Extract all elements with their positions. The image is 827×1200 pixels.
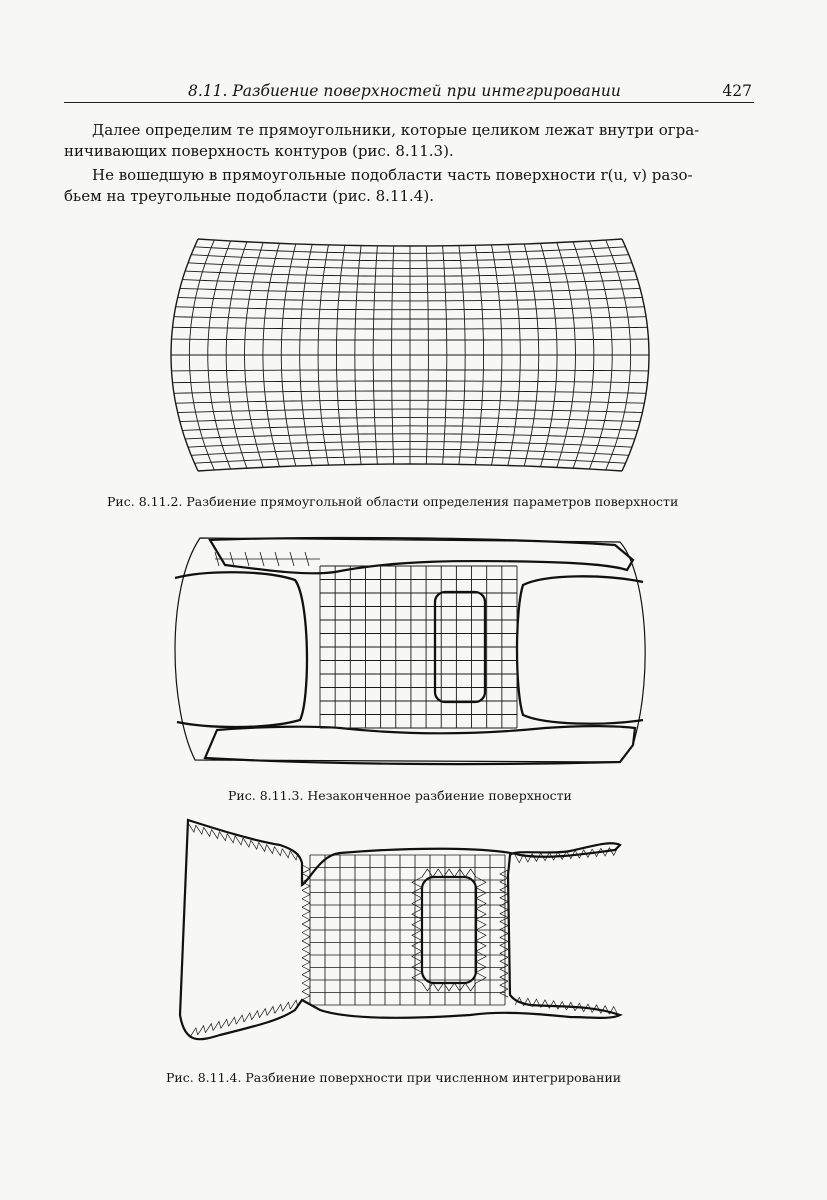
- triangle-element: [500, 926, 508, 934]
- triangle-element: [500, 918, 508, 926]
- triangle-element: [465, 869, 476, 877]
- triangle-element: [412, 919, 422, 930]
- triangle-element: [190, 1028, 198, 1037]
- triangle-element: [196, 825, 204, 834]
- triangle-element: [302, 975, 310, 983]
- triangle-element: [433, 983, 444, 991]
- triangle-element: [412, 877, 422, 888]
- triangle-element: [500, 934, 508, 942]
- triangle-element: [412, 951, 422, 962]
- paragraph-2: [64, 165, 752, 207]
- paragraph-line: Далее определим те прямоугольники, которые целиком лежат внутри огра-: [92, 121, 700, 139]
- triangle-element: [500, 870, 508, 878]
- triangle-element: [283, 1002, 291, 1011]
- figure-8-11-3-unfinished-partition: [165, 530, 655, 770]
- triangle-element: [274, 847, 282, 856]
- running-header: [64, 80, 754, 103]
- triangle-element: [252, 1011, 260, 1020]
- triangle-element: [302, 958, 310, 966]
- triangle-element: [259, 1009, 267, 1018]
- triangle-element: [465, 983, 476, 991]
- grid-line-v: [198, 239, 622, 246]
- triangle-element: [205, 1024, 213, 1033]
- triangle-element: [541, 1000, 550, 1008]
- triangle-element: [188, 823, 196, 832]
- triangle-element: [204, 827, 212, 836]
- page-number: 427: [722, 82, 752, 100]
- triangle-element: [476, 919, 486, 930]
- figure-caption-8-11-3: Рис. 8.11.3. Незаконченное разбиение поверхности: [228, 788, 572, 803]
- figure-8-11-2-parameter-grid: [160, 225, 660, 485]
- section-title: 8.11. Разбиение поверхностей при интегрировании: [188, 82, 621, 100]
- triangle-element: [500, 989, 508, 997]
- triangle-element: [302, 941, 310, 949]
- triangle-element: [500, 910, 508, 918]
- triangle-element: [302, 924, 310, 932]
- triangle-element: [302, 865, 310, 873]
- triangle-element: [412, 972, 422, 983]
- triangle-element: [229, 1017, 237, 1026]
- paragraph-line: Не вошедшую в прямоугольные подобласти часть поверхности r(u, v) разо-: [92, 166, 693, 184]
- triangle-element: [302, 966, 310, 974]
- triangle-element: [267, 844, 275, 853]
- triangle-element: [500, 902, 508, 910]
- triangle-element: [236, 1015, 244, 1024]
- triangle-element: [302, 983, 310, 991]
- triangle-element: [433, 869, 444, 877]
- triangle-element: [476, 951, 486, 962]
- paragraph-1: [64, 120, 752, 162]
- triangle-element: [219, 832, 227, 841]
- triangle-element: [412, 930, 422, 941]
- triangle-element: [275, 1004, 283, 1013]
- triangle-element: [476, 898, 486, 909]
- triangle-element: [302, 933, 310, 941]
- triangle-element: [251, 840, 259, 849]
- triangle-element: [302, 890, 310, 898]
- triangle-element: [198, 1026, 206, 1035]
- paragraph-line: ничивающих поверхность контуров (рис. 8.11.3).: [64, 142, 454, 160]
- figure-8-11-4-triangulated-partition: [170, 815, 630, 1055]
- triangle-element: [500, 894, 508, 902]
- triangle-element: [500, 949, 508, 957]
- grid-line-v: [198, 464, 622, 471]
- figure-caption-8-11-2: Рис. 8.11.2. Разбиение прямоугольной области определения параметров поверхности: [107, 494, 679, 509]
- triangle-element: [412, 898, 422, 909]
- bottom-strip-contour: [205, 726, 635, 764]
- triangle-element: [221, 1019, 229, 1028]
- triangle-element: [212, 829, 220, 838]
- top-strip-contour: [210, 538, 633, 573]
- triangle-element: [302, 992, 310, 1000]
- triangle-element: [500, 965, 508, 973]
- triangle-element: [500, 957, 508, 965]
- triangle-element: [476, 877, 486, 888]
- triangle-element: [476, 972, 486, 983]
- triangle-element: [422, 869, 433, 877]
- triangle-element: [282, 849, 290, 858]
- paragraph-line: бьем на треугольные подобласти (рис. 8.11.4).: [64, 187, 434, 205]
- triangle-element: [302, 916, 310, 924]
- triangle-element: [213, 1022, 221, 1031]
- triangle-element: [244, 1013, 252, 1022]
- triangle-element: [302, 907, 310, 915]
- triangle-element: [302, 899, 310, 907]
- triangle-element: [500, 878, 508, 886]
- triangle-element: [259, 842, 267, 851]
- triangle-element: [500, 981, 508, 989]
- triangle-element: [267, 1007, 275, 1016]
- right-window-contour: [517, 576, 643, 723]
- left-window-contour: [175, 572, 307, 727]
- triangle-element: [302, 949, 310, 957]
- triangle-element: [476, 930, 486, 941]
- figure-caption-8-11-4: Рис. 8.11.4. Разбиение поверхности при численном интегрировании: [166, 1070, 622, 1085]
- triangle-element: [422, 983, 433, 991]
